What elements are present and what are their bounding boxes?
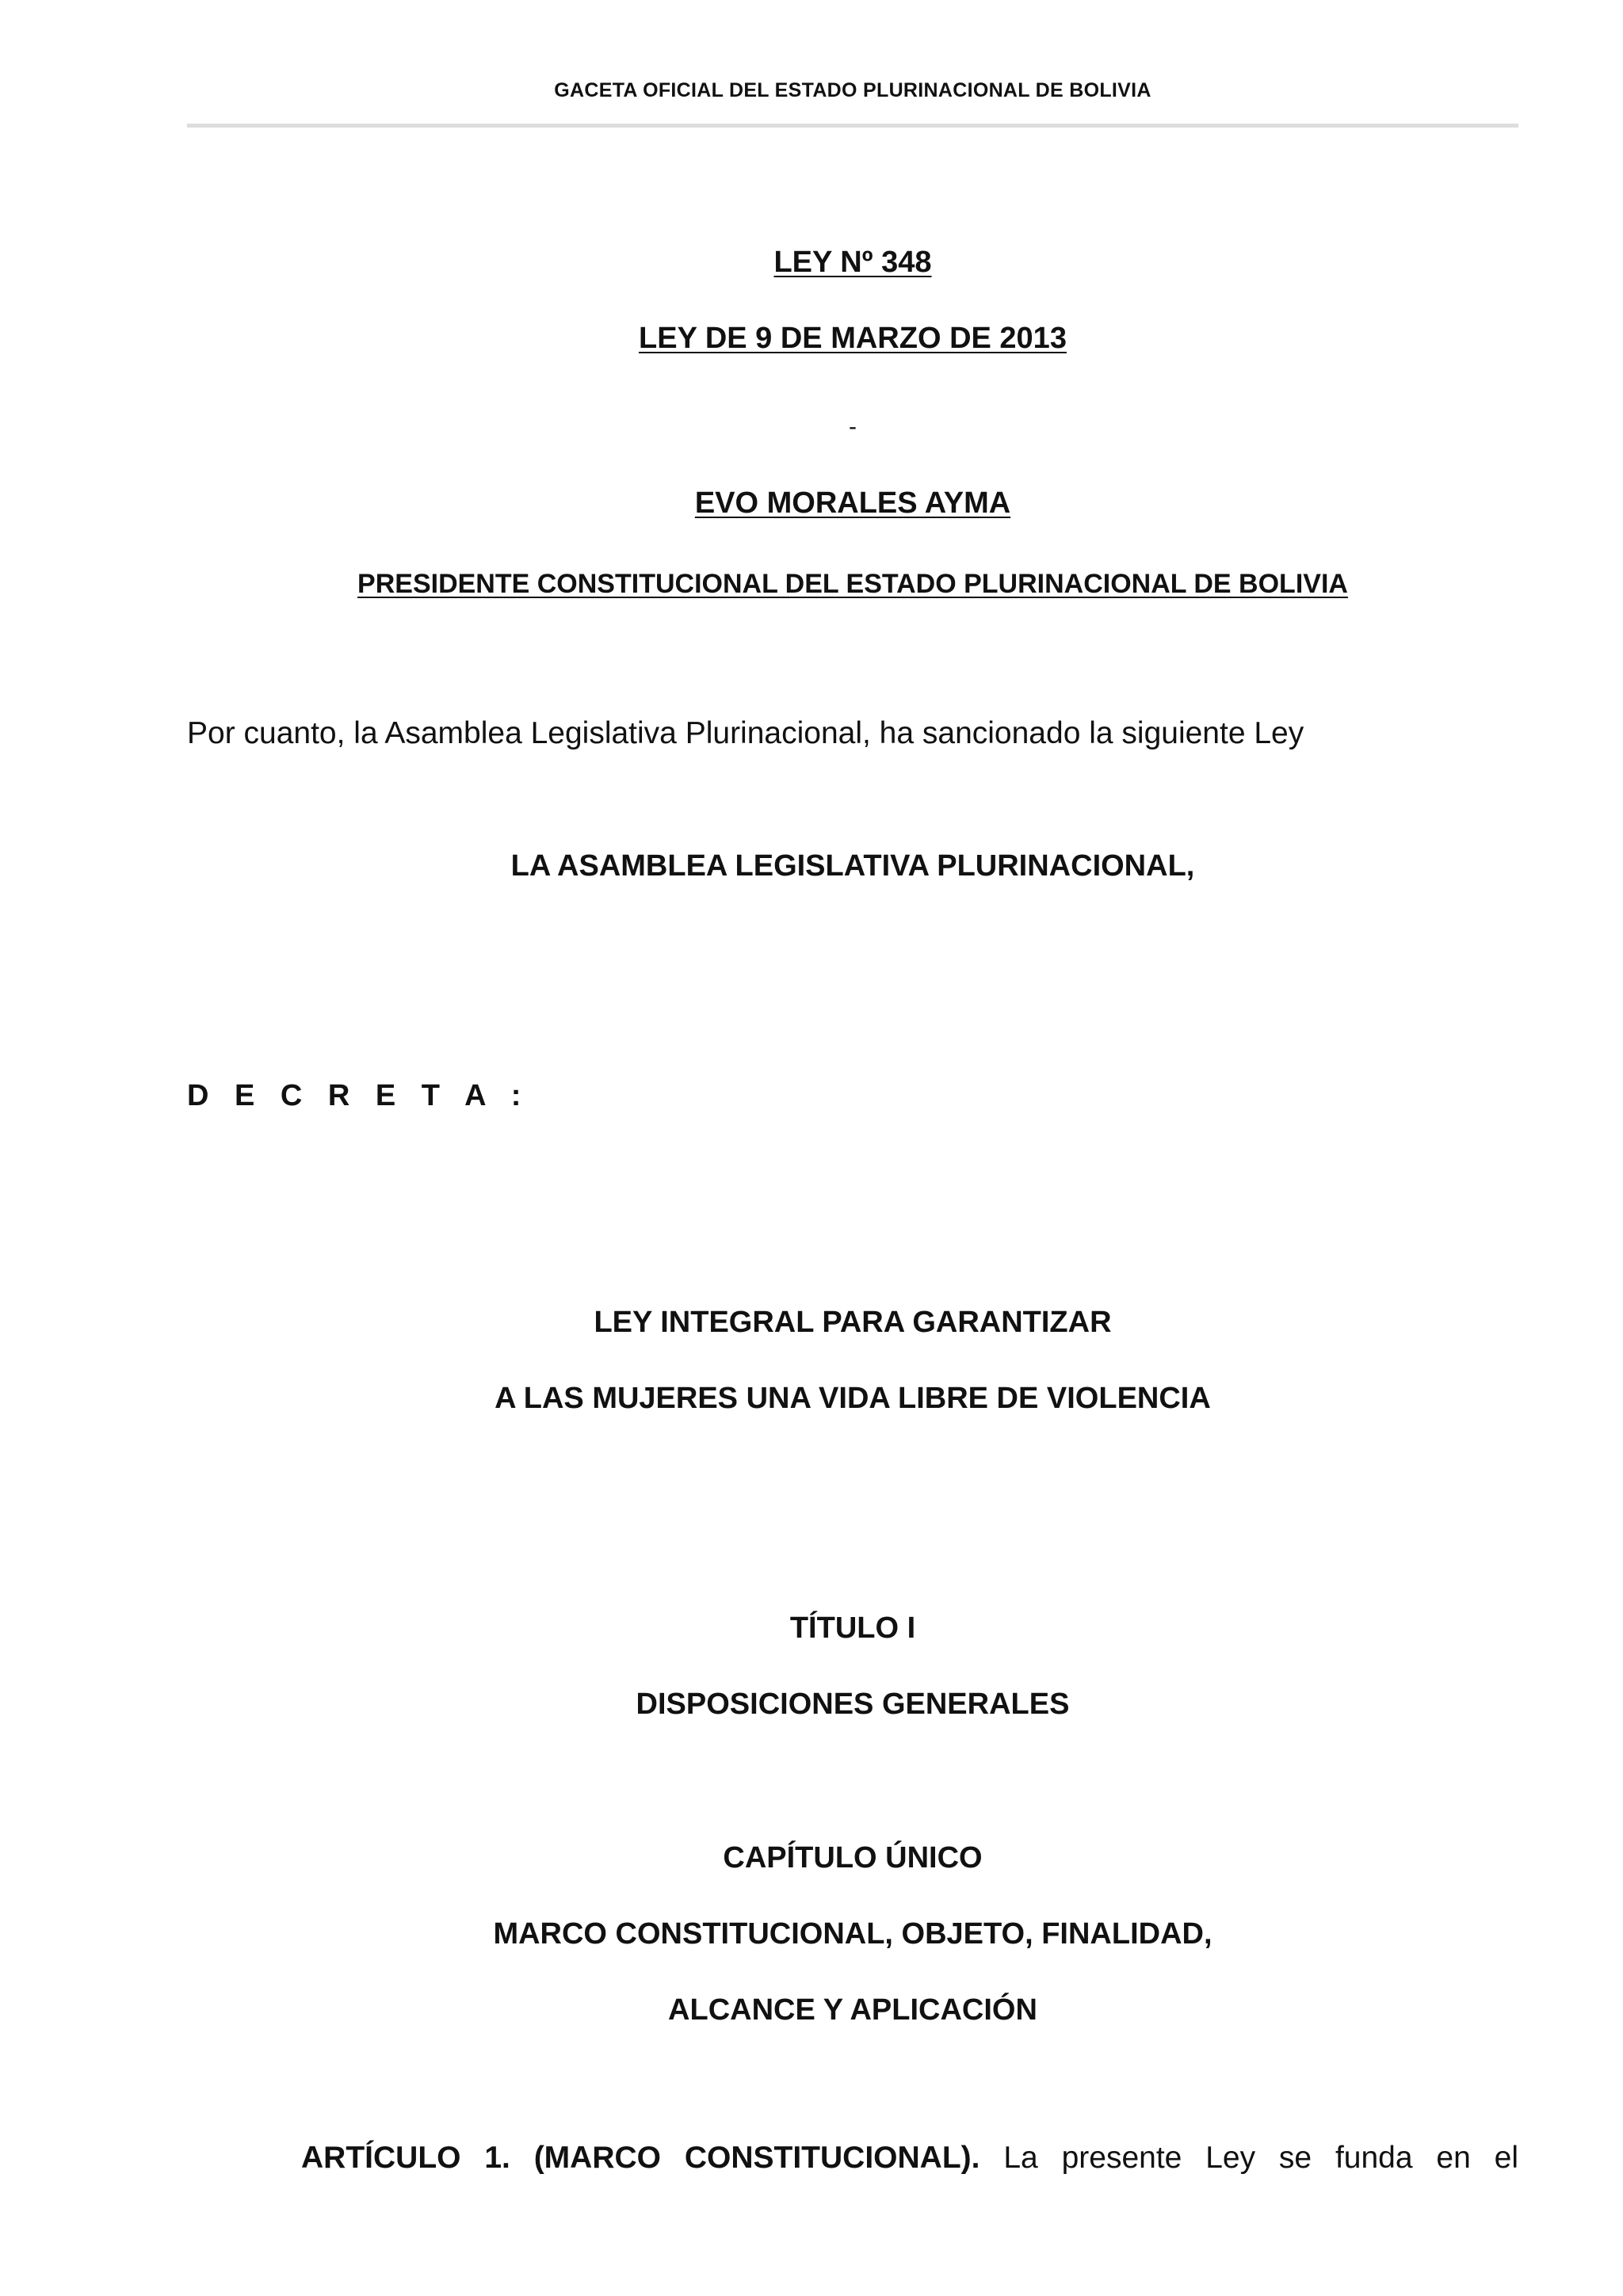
article-1-paragraph: [301, 2141, 1518, 2176]
assembly-heading: LA ASAMBLEA LEGISLATIVA PLURINACIONAL,: [510, 849, 1195, 883]
article-1-heading: ARTÍCULO 1. (MARCO CONSTITUCIONAL).: [301, 2141, 980, 2175]
capitulo-name-line2: ALCANCE Y APLICACIÓN: [668, 1993, 1037, 2027]
gazette-header: GACETA OFICIAL DEL ESTADO PLURINACIONAL DE BOLIVIA: [554, 79, 1151, 101]
law-title-line1: LEY INTEGRAL PARA GARANTIZAR: [594, 1306, 1112, 1339]
law-date: LEY DE 9 DE MARZO DE 2013: [639, 322, 1067, 355]
president-name: EVO MORALES AYMA: [694, 486, 1011, 520]
header-rule: [187, 124, 1518, 128]
article-1-text: La presente Ley se funda en el: [1003, 2141, 1518, 2175]
titulo-name: DISPOSICIONES GENERALES: [636, 1688, 1070, 1721]
capitulo-label: CAPÍTULO ÚNICO: [723, 1841, 983, 1875]
separator-dash: -: [849, 414, 857, 440]
titulo-label: TÍTULO I: [789, 1611, 916, 1645]
preamble-text: Por cuanto, la Asamblea Legislativa Plurinacional, ha sancionado la siguiente Ley: [187, 716, 1304, 750]
president-title: PRESIDENTE CONSTITUCIONAL DEL ESTADO PLURINACIONAL DE BOLIVIA: [357, 569, 1348, 599]
law-number: LEY Nº 348: [773, 246, 932, 279]
law-title-line2: A LAS MUJERES UNA VIDA LIBRE DE VIOLENCIA: [495, 1382, 1211, 1415]
decreta-heading: D E C R E T A :: [187, 1079, 530, 1112]
capitulo-name-line1: MARCO CONSTITUCIONAL, OBJETO, FINALIDAD,: [493, 1917, 1212, 1951]
